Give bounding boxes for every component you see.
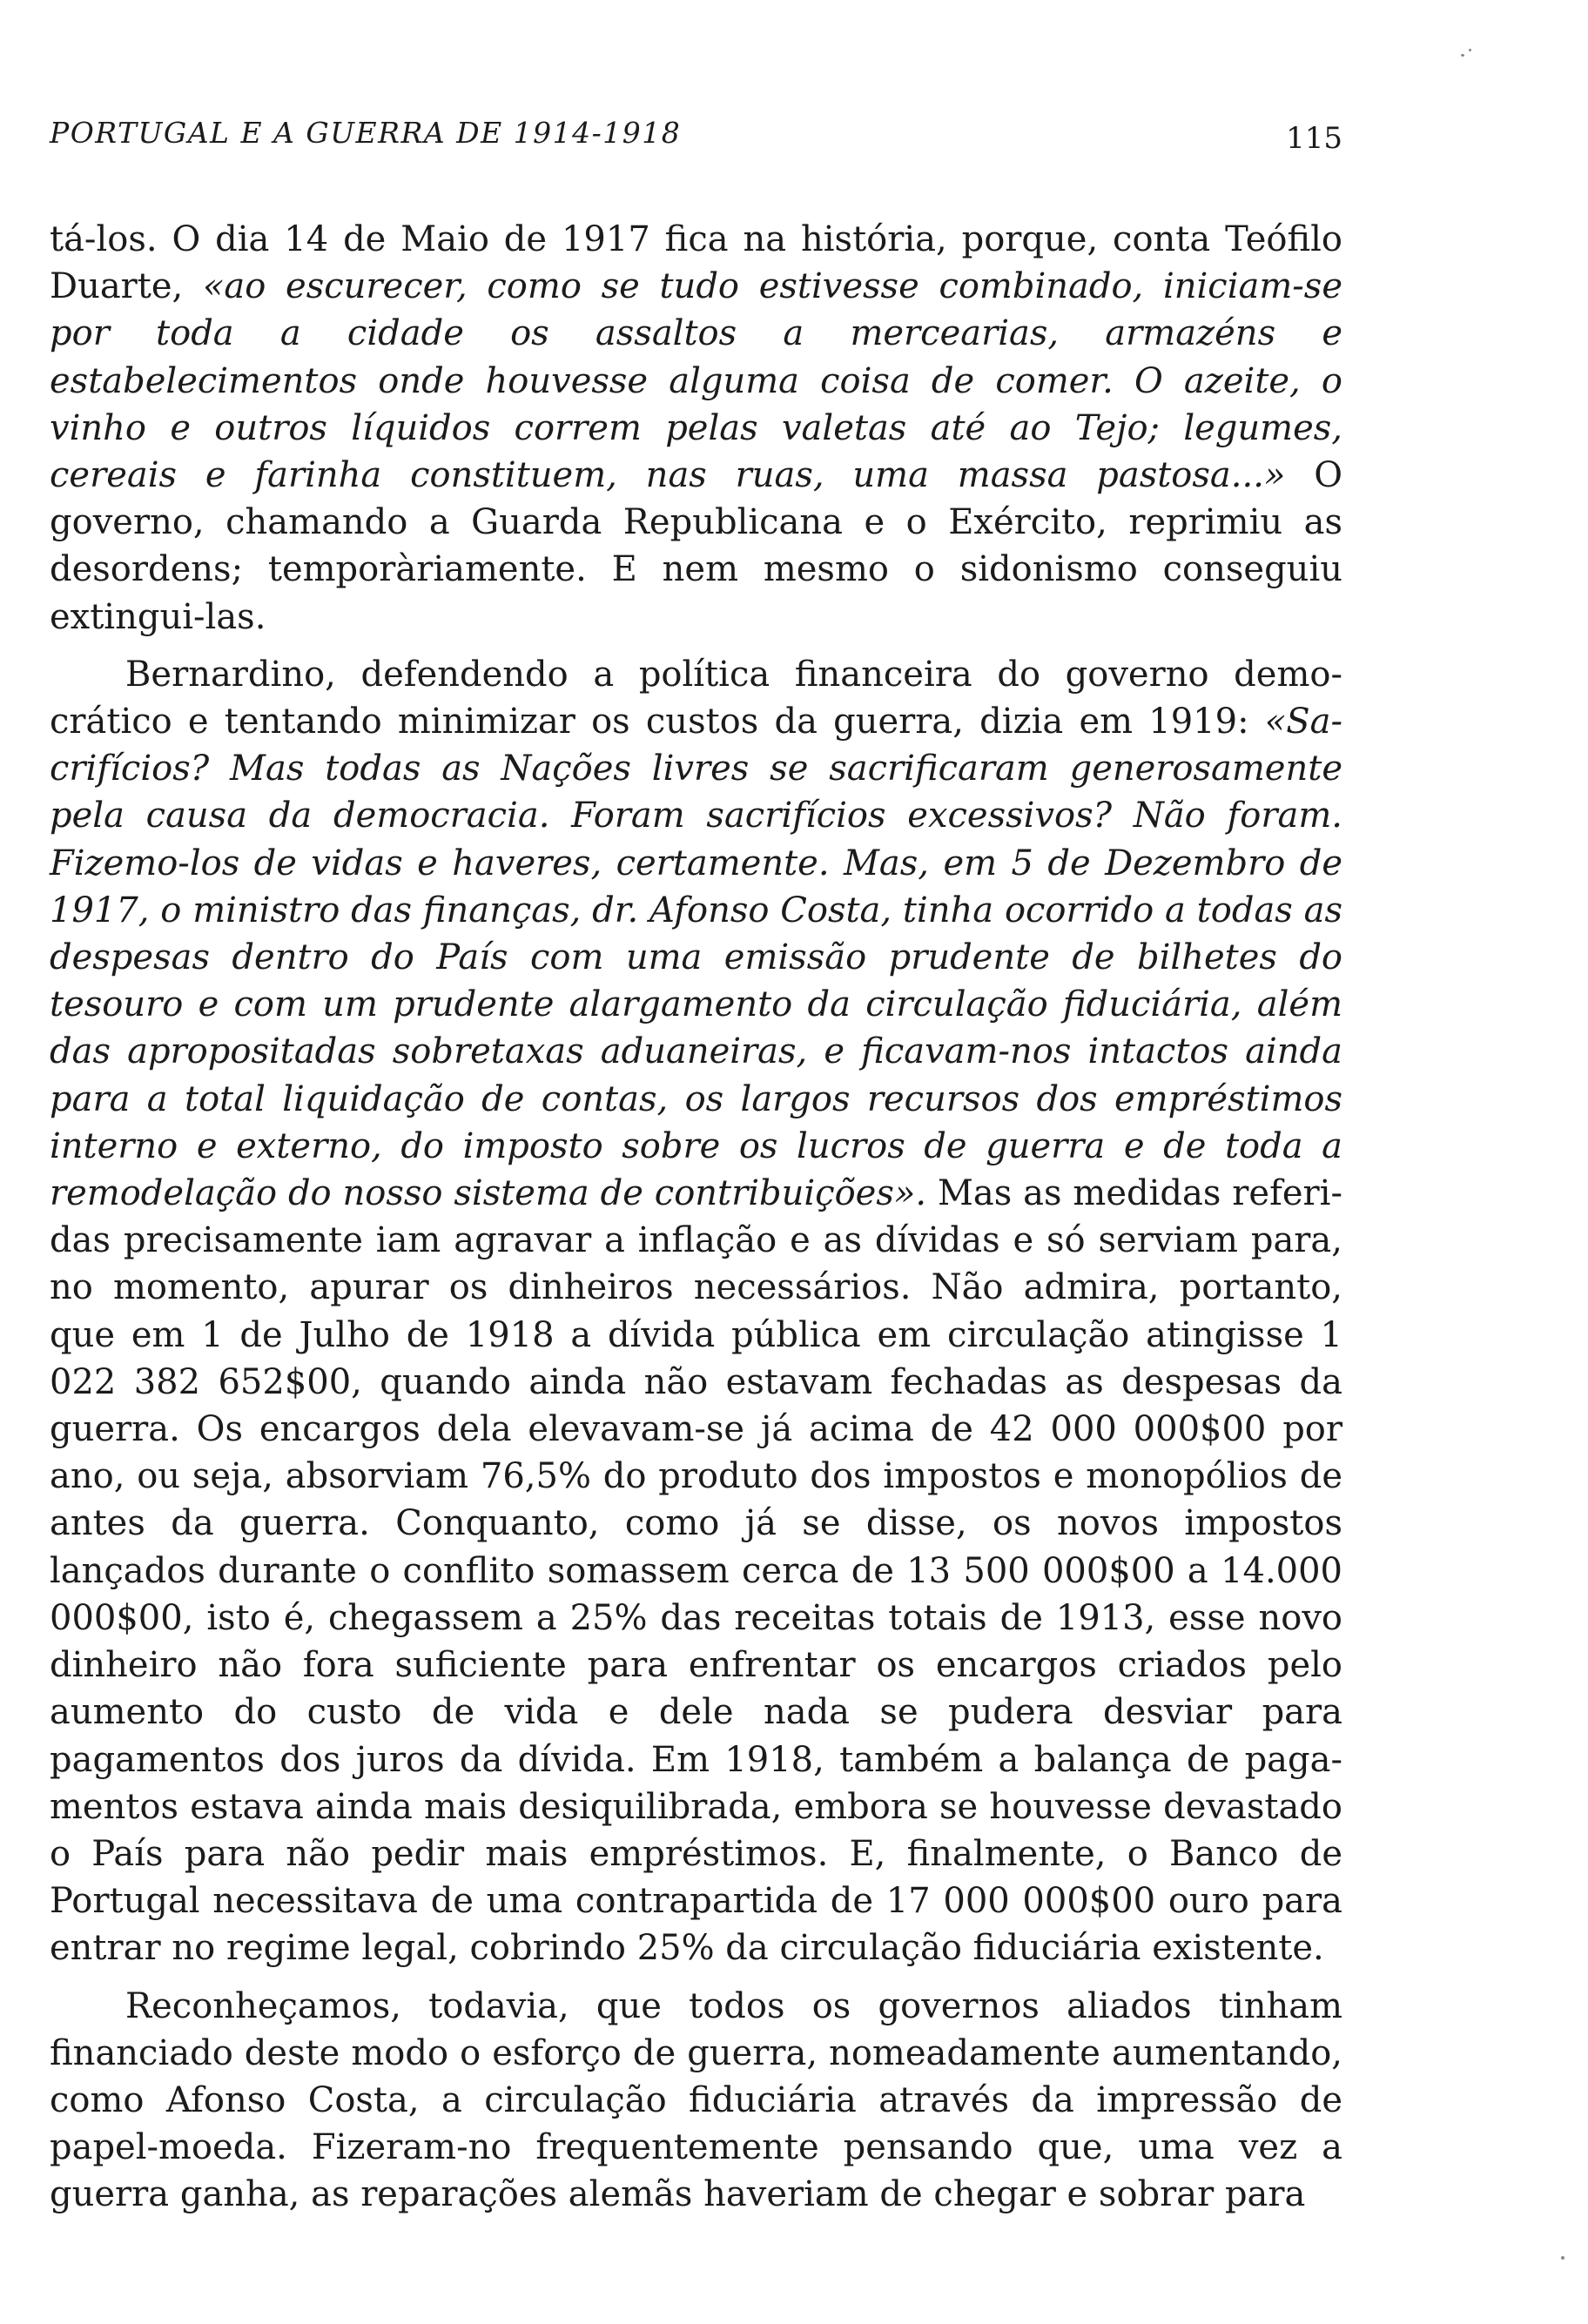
paper-speck (1469, 49, 1471, 51)
paper-speck (1561, 2256, 1564, 2260)
text-run: Mas as medidas referidas precisamente iam agravar a inflação e as dívidas e só serviam para, no momento, apurar os dinheiros necessários. Não admira, portanto, que em 1 de Julho de 1918 a dívida pública em circulação atingisse 1 022 382 652$00, quando ainda não estavam fechadas as despesas da guerra. Os encargos dela elevavam-se já acima de 42 000 000$00 por ano, ou seja, absorviam 76,5% do produto dos impostos e monopólios de antes da guerra. Conquanto, como já se disse, os novos impostos lançados durante o conflito somassem cerca de 13 500 000$00 a 14.000 000$00, isto é, chegassem a 25% das receitas totais de 1913, esse novo dinheiro não fora suficiente para enfrentar os encargos criados pelo aumento do custo de vida e dele nada se pudera desviar para pagamentos dos juros da dívida. Em 1918, também a balança de pagamentos estava ainda mais desiquilibrada, embora se houvesse devastado o País para não pedir mais empréstimos. E, finalmente, o Banco de Portugal necessitava de uma contrapartida de 17 000 000$00 ouro para entrar no regime legal, cobrindo 25% da circulação fiduciária existente. (50, 1173, 1342, 1969)
text-run: O governo, chamando a Guarda Republicana e o Exército, reprimiu as desordens; temporàriamente. E nem mesmo o sidonismo conseguiu extingui-las. (50, 455, 1342, 637)
quotation-teofilo-duarte: «ao escurecer, como se tudo estivesse combinado, iniciam-se por toda a cidade os assaltos a mercearias, armazéns e estabelecimentos onde houvesse alguma coisa de comer. O azeite, o vinho e outros líquidos correm pelas valetas até ao Tejo; legumes, cereais e farinha constituem, nas ruas, uma massa pastosa...» (50, 266, 1342, 496)
text-run: Reconheçamos, todavia, que todos os governos aliados tinham financiado deste modo o esforço de guerra, nomeadamente aumentando, como Afonso Costa, a circulação fiduciária através da impressão de papel-moeda. Fizeram-no frequentemente pensando que, uma vez a guerra ganha, as reparações alemãs haveriam de chegar e sobrar para (50, 1985, 1342, 2215)
book-page (50, 0, 1342, 2324)
paragraph-3 (50, 1983, 1342, 2219)
paper-speck (1461, 54, 1464, 57)
running-head (50, 111, 1342, 155)
page-number: 115 (1286, 121, 1342, 156)
text-run: Bernardino, defendendo a política financeira do governo democrático e tentando minimizar os custos da guerra, dizia em 1919: (50, 654, 1342, 742)
body-text (50, 216, 1342, 2219)
running-title: PORTUGAL E A GUERRA DE 1914-1918 (50, 116, 682, 150)
quotation-bernardino: «Sacrifícios? Mas todas as Nações livres se sacrificaram generosamente pela causa da democracia. Foram sacrifícios excessivos? Não foram. Fizemo-los de vidas e haveres, certamente. Mas, em 5 de Dezembro de 1917, o ministro das finanças, dr. Afonso Costa, tinha ocorrido a todas as despesas dentro do País com uma emissão prudente de bilhetes do tesouro e com um prudente alargamento da circulação fiduciária, além das apropositadas sobretaxas aduaneiras, e ficavam-nos intactos ainda para a total liquidação de contas, os largos recursos dos empréstimos interno e externo, do imposto sobre os lucros de guerra e de toda a remodelação do nosso sistema de contribuições». (50, 702, 1342, 1214)
text-run: tá-los. O dia 14 de Maio de 1917 fica na história, porque, conta Teófilo Duarte, (50, 219, 1342, 307)
paragraph-1 (50, 216, 1342, 641)
paragraph-2 (50, 651, 1342, 1972)
